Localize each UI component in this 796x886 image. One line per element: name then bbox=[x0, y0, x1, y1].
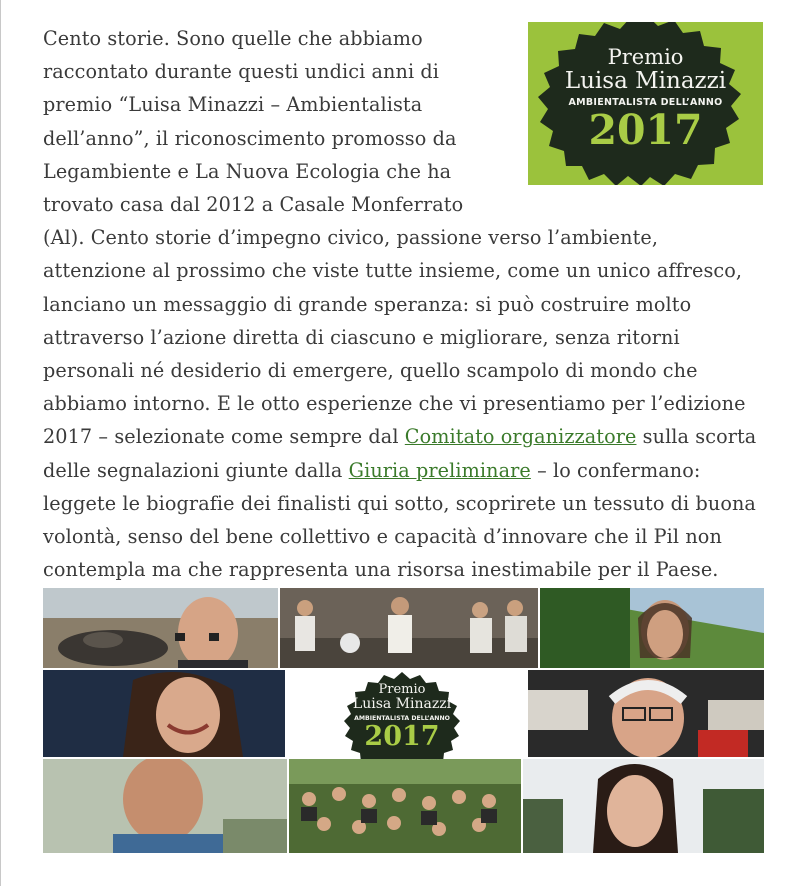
photo-street-band bbox=[280, 588, 538, 668]
finalists-collage-image bbox=[43, 588, 764, 853]
badge-premio-text: Premio bbox=[607, 45, 684, 69]
collage-year-text: 2017 bbox=[364, 721, 440, 752]
intro-text-part1: Cento storie. Sono quelle che abbiamo raccontato durante questi undici anni di premio “Luisa Minazzi – Ambientalista dell’anno”, il riconoscimento promosso da Legambiente e La Nuova Ecologia che ha trovato casa dal 2012 a Casale Monferrato (Al). Cento storie d’impegno civico, passione verso l’ambiente, attenzione al prossimo che viste tutte insieme, come un unico affresco, lanciano un messaggio di grande speranza: si può costruire molto attraverso l’azione diretta di ciascuno e migliorare, senza ritorni personali né desiderio di emergere, quello scampolo di mondo che abbiamo intorno. E le otto esperienze che vi presentiamo per l’edizione 2017 – selezionate come sempre dal bbox=[43, 27, 746, 449]
badge-year-text: 2017 bbox=[588, 106, 703, 154]
giuria-preliminare-link[interactable]: Giuria preliminare bbox=[348, 458, 531, 482]
collage-subtitle-text: AMBIENTALISTA DELL’ANNO bbox=[354, 715, 450, 722]
photo-group-outdoors bbox=[289, 759, 521, 853]
collage-premio-logo bbox=[330, 670, 474, 770]
photo-bald-man bbox=[43, 759, 287, 853]
photo-young-woman bbox=[523, 759, 764, 853]
comitato-organizzatore-link[interactable]: Comitato organizzatore bbox=[404, 425, 637, 449]
page-left-border bbox=[0, 0, 1, 886]
intro-text-part3: – lo confermano: leggete le biografie dei finalisti qui sotto, scoprirete un tessuto di buona volontà, senso del bene collettivo e capacità d’innovare che il Pil non contempla ma che rappresenta una risorsa inestimabile per il Paese. bbox=[43, 458, 756, 582]
photo-elderly-man-glasses bbox=[528, 670, 764, 757]
collage-name-text: Luisa Minazzi bbox=[352, 696, 452, 712]
photo-man-tires bbox=[43, 588, 278, 668]
badge-name-text: Luisa Minazzi bbox=[564, 68, 727, 94]
premio-badge-image bbox=[528, 22, 763, 185]
photo-woman-hills bbox=[540, 588, 764, 668]
photo-smiling-woman bbox=[43, 670, 285, 757]
article-body bbox=[43, 22, 765, 586]
intro-text-part2: sulla scorta delle segnalazioni giunte dalla bbox=[43, 425, 757, 482]
badge-subtitle-text: AMBIENTALISTA DELL’ANNO bbox=[568, 97, 723, 108]
collage-premio-text: Premio bbox=[378, 682, 426, 697]
